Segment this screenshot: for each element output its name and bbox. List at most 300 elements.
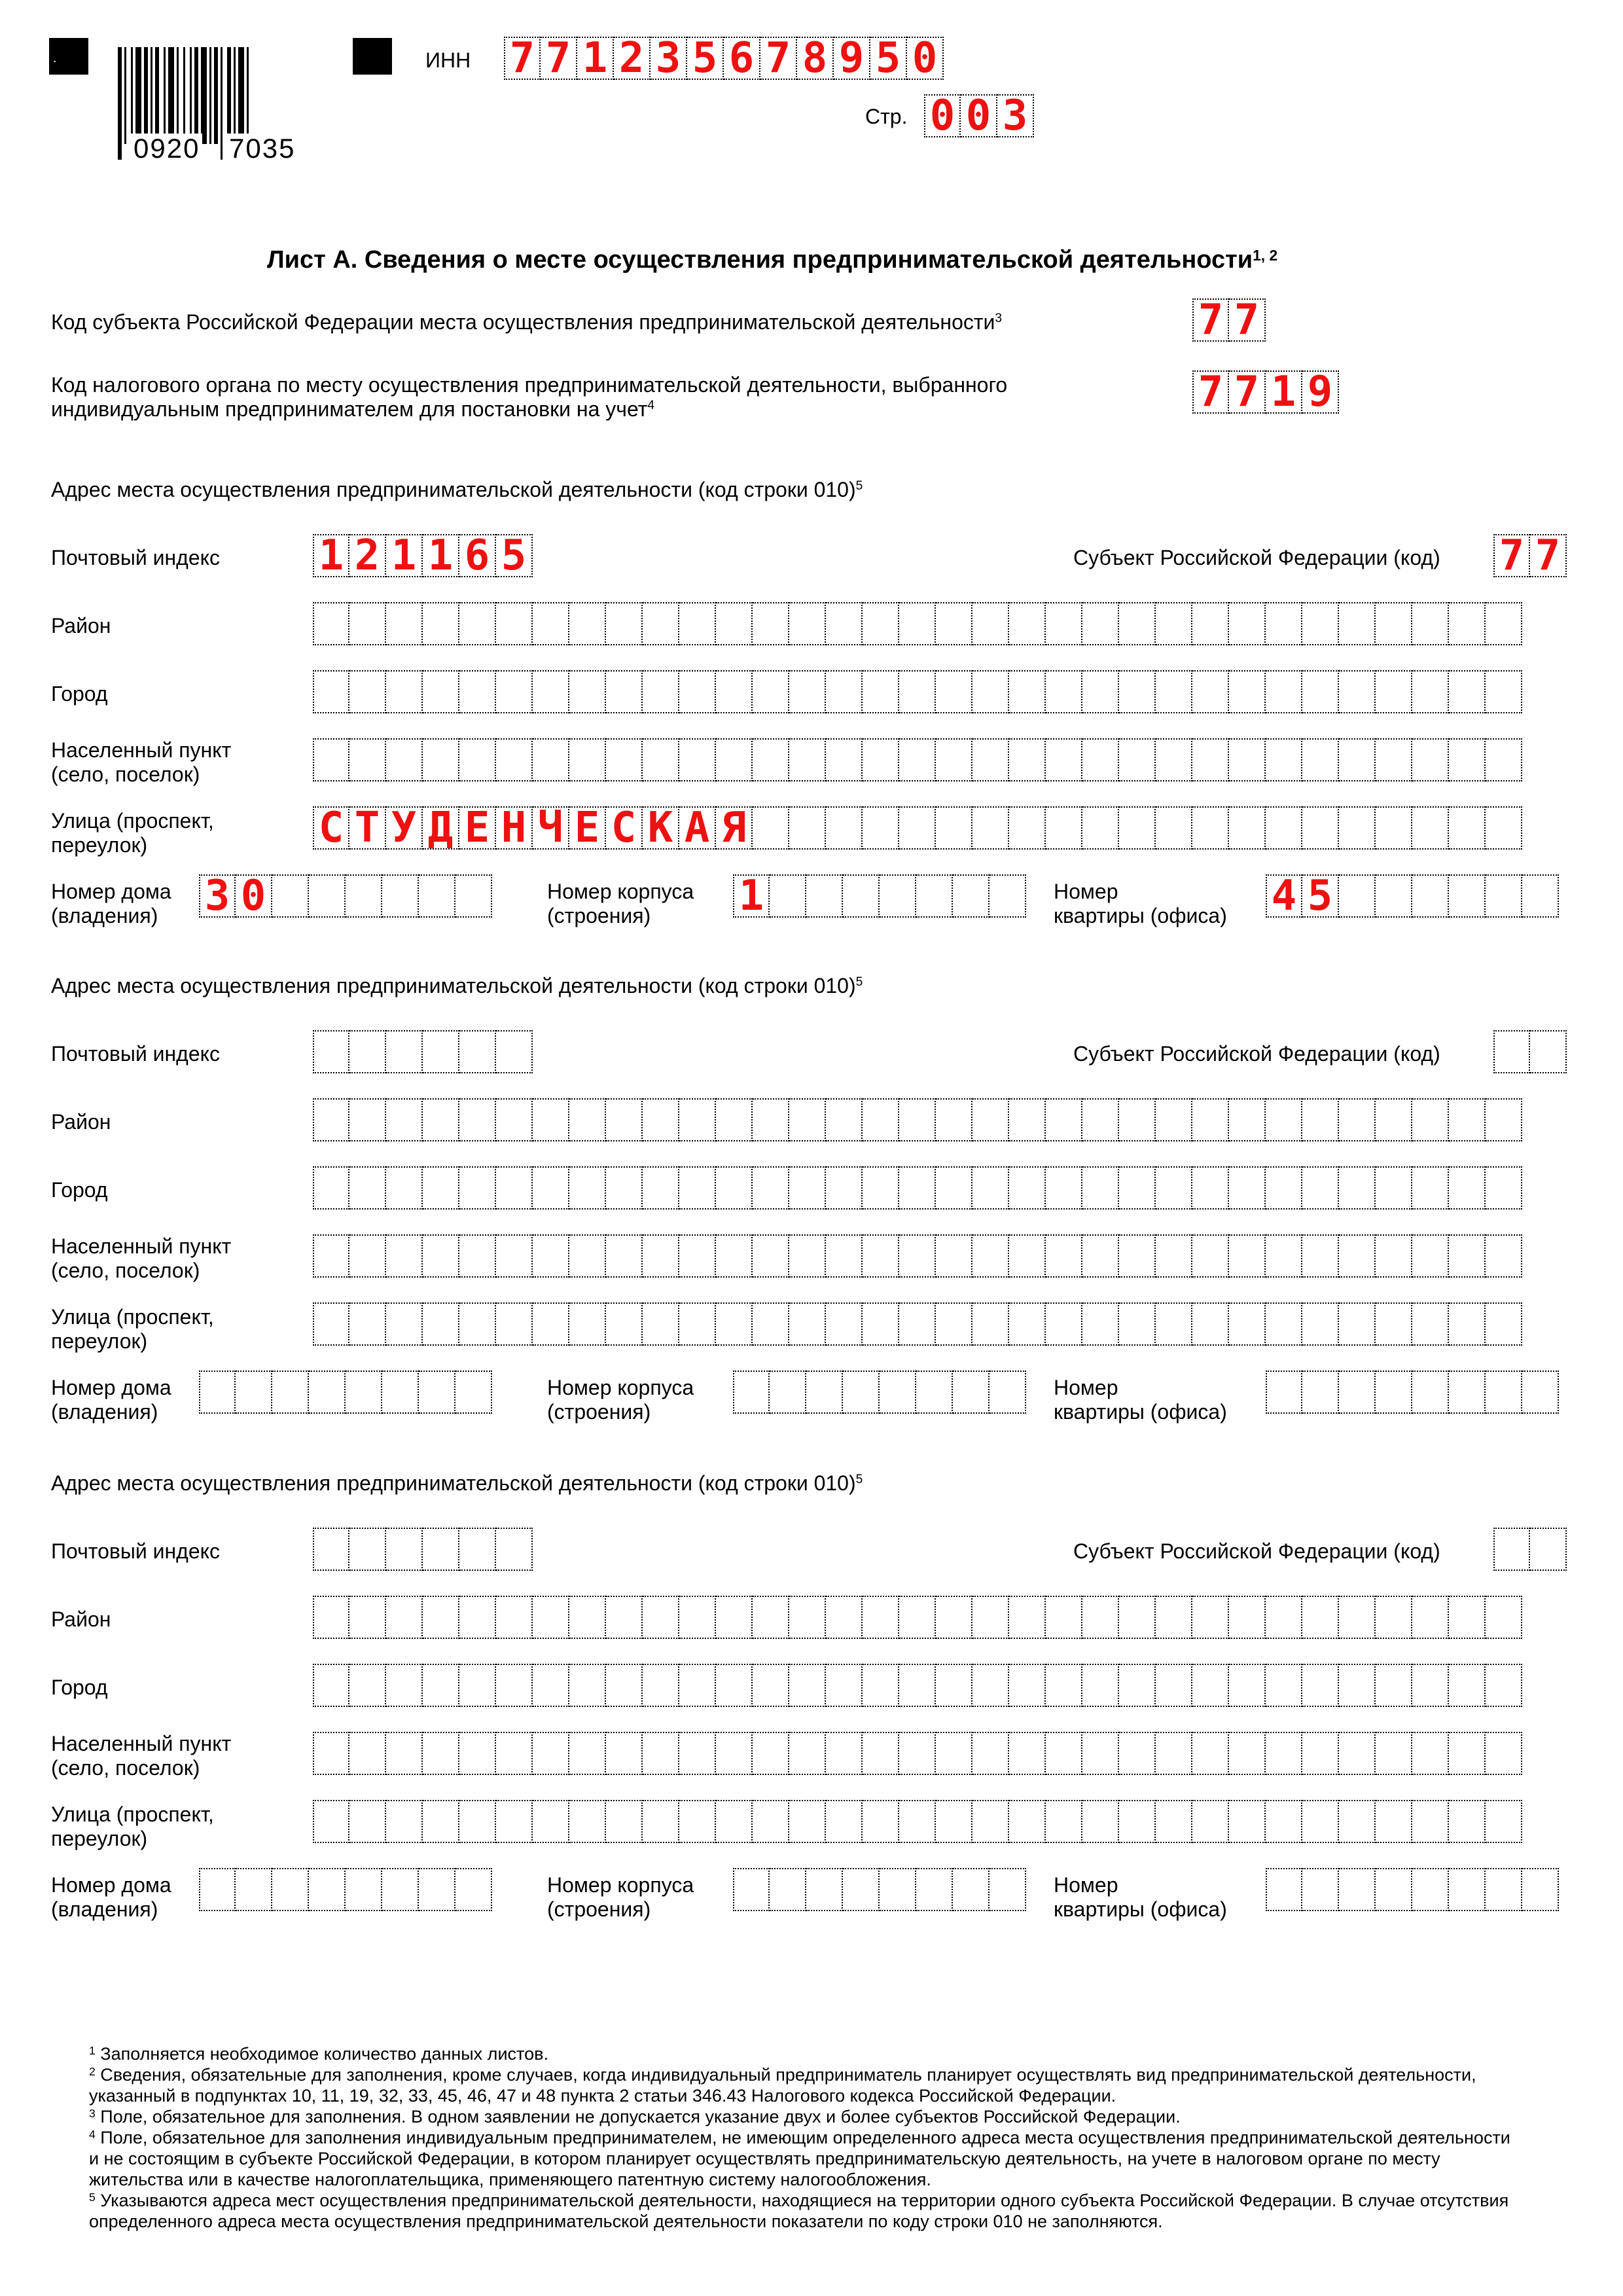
char-cell[interactable]: [1046, 806, 1082, 850]
char-cell[interactable]: [569, 738, 606, 781]
char-cell[interactable]: [349, 1166, 386, 1210]
char-cell[interactable]: [1339, 1302, 1376, 1346]
char-cell[interactable]: [863, 1098, 899, 1141]
char-cell[interactable]: [880, 874, 916, 918]
char-cell[interactable]: [716, 670, 753, 713]
char-cell[interactable]: [349, 1098, 386, 1141]
char-cell[interactable]: [643, 670, 679, 713]
char-cell[interactable]: [1376, 874, 1412, 918]
char-cell[interactable]: [826, 806, 863, 850]
char-cell[interactable]: [1119, 1234, 1156, 1278]
char-cell[interactable]: [1522, 1371, 1559, 1414]
char-cell[interactable]: [936, 1098, 972, 1141]
char-cell[interactable]: [1192, 1800, 1229, 1843]
char-cell[interactable]: Т: [349, 806, 386, 850]
char-cell[interactable]: [1082, 1800, 1119, 1843]
char-cell[interactable]: [423, 670, 459, 713]
char-cell[interactable]: [936, 1732, 972, 1775]
char-cell[interactable]: [1412, 1098, 1449, 1141]
char-cell[interactable]: [643, 1664, 679, 1707]
char-cell[interactable]: [569, 1302, 606, 1346]
char-cell[interactable]: [1449, 1664, 1486, 1707]
char-cell[interactable]: [899, 1302, 936, 1346]
char-cell[interactable]: 6: [724, 37, 760, 80]
char-cell[interactable]: [496, 1732, 533, 1775]
char-cell[interactable]: [972, 1166, 1009, 1210]
char-cell[interactable]: 9: [834, 37, 870, 80]
char-cell[interactable]: [1266, 1664, 1302, 1707]
char-cell[interactable]: [349, 1732, 386, 1775]
char-cell[interactable]: [1266, 1234, 1302, 1278]
char-cell[interactable]: [606, 1800, 643, 1843]
char-cell[interactable]: [1046, 602, 1082, 645]
char-cell[interactable]: [423, 1234, 459, 1278]
char-cell[interactable]: [313, 1732, 349, 1775]
char-cell[interactable]: [349, 1664, 386, 1707]
char-cell[interactable]: [1229, 1098, 1266, 1141]
char-cell[interactable]: [1192, 1732, 1229, 1775]
char-cell[interactable]: [533, 1732, 569, 1775]
char-cell[interactable]: [459, 1030, 496, 1073]
char-cell[interactable]: [313, 738, 349, 781]
postal-code-cells[interactable]: [313, 531, 533, 580]
char-cell[interactable]: 1: [313, 534, 349, 577]
char-cell[interactable]: [1486, 874, 1522, 918]
char-cell[interactable]: [936, 1166, 972, 1210]
char-cell[interactable]: [1229, 1234, 1266, 1278]
char-cell[interactable]: 7: [504, 37, 541, 80]
char-cell[interactable]: [496, 1302, 533, 1346]
char-cell[interactable]: [313, 1596, 349, 1639]
char-cell[interactable]: [1119, 806, 1156, 850]
char-cell[interactable]: [753, 1732, 789, 1775]
char-cell[interactable]: [1412, 602, 1449, 645]
char-cell[interactable]: [1192, 1234, 1229, 1278]
char-cell[interactable]: [643, 602, 679, 645]
char-cell[interactable]: [1192, 1664, 1229, 1707]
char-cell[interactable]: [533, 1664, 569, 1707]
char-cell[interactable]: [349, 1030, 386, 1073]
char-cell[interactable]: [1192, 738, 1229, 781]
char-cell[interactable]: [272, 874, 309, 918]
char-cell[interactable]: [569, 1664, 606, 1707]
char-cell[interactable]: [1266, 1166, 1302, 1210]
char-cell[interactable]: [459, 1732, 496, 1775]
district-cells[interactable]: [313, 1596, 1522, 1639]
char-cell[interactable]: С: [313, 806, 349, 850]
char-cell[interactable]: [1302, 1868, 1339, 1911]
char-cell[interactable]: [423, 1732, 459, 1775]
char-cell[interactable]: [1339, 1732, 1376, 1775]
char-cell[interactable]: [1046, 1664, 1082, 1707]
char-cell[interactable]: [1486, 1098, 1522, 1141]
char-cell[interactable]: [1046, 1800, 1082, 1843]
char-cell[interactable]: [826, 1234, 863, 1278]
char-cell[interactable]: [716, 1098, 753, 1141]
char-cell[interactable]: 1: [423, 534, 459, 577]
char-cell[interactable]: [716, 1166, 753, 1210]
char-cell[interactable]: 5: [1302, 874, 1339, 918]
char-cell[interactable]: [789, 1302, 826, 1346]
char-cell[interactable]: [313, 1302, 349, 1346]
char-cell[interactable]: [1082, 738, 1119, 781]
char-cell[interactable]: [1302, 1098, 1339, 1141]
char-cell[interactable]: [753, 670, 789, 713]
char-cell[interactable]: [496, 1596, 533, 1639]
char-cell[interactable]: [496, 602, 533, 645]
char-cell[interactable]: [936, 1596, 972, 1639]
char-cell[interactable]: [1486, 1302, 1522, 1346]
house-number-cells[interactable]: [199, 1371, 492, 1414]
char-cell[interactable]: [1229, 1664, 1266, 1707]
char-cell[interactable]: [1302, 1371, 1339, 1414]
char-cell[interactable]: [1412, 1302, 1449, 1346]
char-cell[interactable]: [1449, 1868, 1486, 1911]
char-cell[interactable]: [423, 1098, 459, 1141]
char-cell[interactable]: [313, 1098, 349, 1141]
region-code-cells[interactable]: [1192, 298, 1266, 342]
char-cell[interactable]: [916, 874, 953, 918]
char-cell[interactable]: [496, 1234, 533, 1278]
char-cell[interactable]: [423, 1664, 459, 1707]
char-cell[interactable]: [1486, 738, 1522, 781]
char-cell[interactable]: [733, 1371, 770, 1414]
char-cell[interactable]: [1339, 602, 1376, 645]
char-cell[interactable]: [789, 602, 826, 645]
char-cell[interactable]: [1266, 1302, 1302, 1346]
char-cell[interactable]: [386, 1098, 423, 1141]
char-cell[interactable]: [423, 1302, 459, 1346]
char-cell[interactable]: Е: [459, 806, 496, 850]
char-cell[interactable]: [806, 874, 843, 918]
char-cell[interactable]: [313, 1030, 349, 1073]
char-cell[interactable]: [753, 806, 789, 850]
char-cell[interactable]: [679, 1732, 716, 1775]
char-cell[interactable]: [1376, 1868, 1412, 1911]
char-cell[interactable]: [789, 1664, 826, 1707]
char-cell[interactable]: У: [386, 806, 423, 850]
char-cell[interactable]: [1156, 1302, 1192, 1346]
char-cell[interactable]: [386, 670, 423, 713]
char-cell[interactable]: [236, 1868, 272, 1911]
char-cell[interactable]: [533, 1166, 569, 1210]
char-cell[interactable]: [606, 1732, 643, 1775]
char-cell[interactable]: [679, 1166, 716, 1210]
char-cell[interactable]: [643, 1234, 679, 1278]
char-cell[interactable]: [1302, 1800, 1339, 1843]
char-cell[interactable]: [972, 738, 1009, 781]
char-cell[interactable]: А: [679, 806, 716, 850]
char-cell[interactable]: [753, 1098, 789, 1141]
char-cell[interactable]: [1192, 806, 1229, 850]
char-cell[interactable]: [533, 738, 569, 781]
char-cell[interactable]: [1046, 1302, 1082, 1346]
char-cell[interactable]: [459, 1234, 496, 1278]
char-cell[interactable]: [1156, 1664, 1192, 1707]
char-cell[interactable]: [1376, 1596, 1412, 1639]
char-cell[interactable]: [386, 1234, 423, 1278]
char-cell[interactable]: [1339, 1664, 1376, 1707]
postal-code-cells[interactable]: [313, 1528, 533, 1571]
char-cell[interactable]: [533, 1234, 569, 1278]
char-cell[interactable]: 3: [997, 94, 1034, 137]
char-cell[interactable]: [1339, 1371, 1376, 1414]
char-cell[interactable]: [1192, 602, 1229, 645]
char-cell[interactable]: [1119, 1098, 1156, 1141]
char-cell[interactable]: [1082, 1596, 1119, 1639]
char-cell[interactable]: [899, 738, 936, 781]
char-cell[interactable]: [1449, 738, 1486, 781]
char-cell[interactable]: [313, 1528, 349, 1571]
char-cell[interactable]: [1376, 806, 1412, 850]
char-cell[interactable]: [863, 602, 899, 645]
char-cell[interactable]: [1412, 806, 1449, 850]
char-cell[interactable]: [533, 1302, 569, 1346]
char-cell[interactable]: [1229, 738, 1266, 781]
char-cell[interactable]: [1486, 602, 1522, 645]
char-cell[interactable]: Е: [569, 806, 606, 850]
char-cell[interactable]: [606, 670, 643, 713]
char-cell[interactable]: [1412, 1166, 1449, 1210]
char-cell[interactable]: [606, 1664, 643, 1707]
char-cell[interactable]: [679, 602, 716, 645]
char-cell[interactable]: [826, 1800, 863, 1843]
char-cell[interactable]: [1156, 602, 1192, 645]
char-cell[interactable]: [349, 1302, 386, 1346]
char-cell[interactable]: [789, 670, 826, 713]
char-cell[interactable]: [643, 1732, 679, 1775]
char-cell[interactable]: [1302, 1302, 1339, 1346]
char-cell[interactable]: [753, 1596, 789, 1639]
char-cell[interactable]: [899, 670, 936, 713]
char-cell[interactable]: [1082, 1302, 1119, 1346]
char-cell[interactable]: [1412, 1596, 1449, 1639]
char-cell[interactable]: [789, 1098, 826, 1141]
char-cell[interactable]: [1119, 1596, 1156, 1639]
char-cell[interactable]: 7: [1192, 298, 1229, 342]
char-cell[interactable]: [770, 1371, 806, 1414]
char-cell[interactable]: [1192, 1166, 1229, 1210]
char-cell[interactable]: [1302, 1596, 1339, 1639]
char-cell[interactable]: [606, 738, 643, 781]
locality-cells[interactable]: [313, 738, 1522, 781]
char-cell[interactable]: [1339, 670, 1376, 713]
char-cell[interactable]: [236, 1371, 272, 1414]
char-cell[interactable]: [753, 1166, 789, 1210]
char-cell[interactable]: [386, 1596, 423, 1639]
char-cell[interactable]: [309, 874, 346, 918]
char-cell[interactable]: [1530, 1528, 1567, 1571]
char-cell[interactable]: [1486, 1732, 1522, 1775]
char-cell[interactable]: [459, 670, 496, 713]
char-cell[interactable]: [972, 1732, 1009, 1775]
char-cell[interactable]: [569, 602, 606, 645]
char-cell[interactable]: [419, 1868, 455, 1911]
char-cell[interactable]: [753, 1234, 789, 1278]
char-cell[interactable]: [606, 1234, 643, 1278]
char-cell[interactable]: [1266, 1098, 1302, 1141]
char-cell[interactable]: [789, 738, 826, 781]
char-cell[interactable]: [1046, 1166, 1082, 1210]
char-cell[interactable]: [643, 1596, 679, 1639]
char-cell[interactable]: [899, 1664, 936, 1707]
char-cell[interactable]: 1: [733, 874, 770, 918]
char-cell[interactable]: [972, 1596, 1009, 1639]
char-cell[interactable]: [496, 1098, 533, 1141]
district-cells[interactable]: [313, 1098, 1522, 1141]
char-cell[interactable]: [936, 1302, 972, 1346]
char-cell[interactable]: [972, 1664, 1009, 1707]
char-cell[interactable]: [1302, 1664, 1339, 1707]
char-cell[interactable]: [936, 670, 972, 713]
char-cell[interactable]: [972, 1098, 1009, 1141]
char-cell[interactable]: [455, 1371, 492, 1414]
char-cell[interactable]: [349, 1234, 386, 1278]
char-cell[interactable]: [826, 1098, 863, 1141]
char-cell[interactable]: [1046, 1098, 1082, 1141]
apartment-number-cells[interactable]: [1266, 874, 1559, 918]
char-cell[interactable]: [1082, 670, 1119, 713]
char-cell[interactable]: [826, 670, 863, 713]
char-cell[interactable]: [789, 1166, 826, 1210]
char-cell[interactable]: [1449, 1800, 1486, 1843]
char-cell[interactable]: [826, 1664, 863, 1707]
char-cell[interactable]: [386, 1800, 423, 1843]
char-cell[interactable]: 7: [1229, 298, 1266, 342]
char-cell[interactable]: [1046, 1596, 1082, 1639]
district-cells[interactable]: [313, 602, 1522, 645]
char-cell[interactable]: [936, 1800, 972, 1843]
char-cell[interactable]: [953, 1371, 990, 1414]
char-cell[interactable]: [569, 1098, 606, 1141]
char-cell[interactable]: [643, 738, 679, 781]
char-cell[interactable]: [199, 1868, 236, 1911]
char-cell[interactable]: [349, 1800, 386, 1843]
char-cell[interactable]: [789, 1596, 826, 1639]
char-cell[interactable]: 2: [349, 534, 386, 577]
char-cell[interactable]: [455, 1868, 492, 1911]
char-cell[interactable]: [843, 1868, 880, 1911]
char-cell[interactable]: [1119, 602, 1156, 645]
char-cell[interactable]: [1449, 602, 1486, 645]
char-cell[interactable]: [1339, 1234, 1376, 1278]
char-cell[interactable]: [1493, 1528, 1530, 1571]
char-cell[interactable]: [533, 670, 569, 713]
char-cell[interactable]: [459, 738, 496, 781]
char-cell[interactable]: [1046, 738, 1082, 781]
street-cells[interactable]: [313, 1302, 1522, 1346]
char-cell[interactable]: [826, 1302, 863, 1346]
char-cell[interactable]: [1229, 670, 1266, 713]
char-cell[interactable]: [349, 1596, 386, 1639]
char-cell[interactable]: 1: [1266, 370, 1302, 414]
char-cell[interactable]: [843, 1371, 880, 1414]
char-cell[interactable]: [716, 738, 753, 781]
char-cell[interactable]: [1376, 602, 1412, 645]
char-cell[interactable]: 2: [614, 37, 651, 80]
char-cell[interactable]: [1449, 874, 1486, 918]
char-cell[interactable]: [459, 1528, 496, 1571]
char-cell[interactable]: [863, 1166, 899, 1210]
char-cell[interactable]: [972, 602, 1009, 645]
char-cell[interactable]: [826, 1732, 863, 1775]
char-cell[interactable]: 0: [924, 94, 961, 137]
char-cell[interactable]: [1412, 1732, 1449, 1775]
char-cell[interactable]: [1486, 1868, 1522, 1911]
char-cell[interactable]: [199, 1371, 236, 1414]
char-cell[interactable]: [1266, 1732, 1302, 1775]
char-cell[interactable]: [1229, 1800, 1266, 1843]
postal-code-cells[interactable]: [313, 1030, 533, 1073]
char-cell[interactable]: 5: [496, 534, 533, 577]
char-cell[interactable]: [843, 874, 880, 918]
char-cell[interactable]: [899, 602, 936, 645]
char-cell[interactable]: [1009, 670, 1046, 713]
char-cell[interactable]: [1302, 670, 1339, 713]
char-cell[interactable]: [1339, 1868, 1376, 1911]
char-cell[interactable]: [1376, 1166, 1412, 1210]
char-cell[interactable]: [826, 1166, 863, 1210]
char-cell[interactable]: [863, 1800, 899, 1843]
char-cell[interactable]: [349, 602, 386, 645]
char-cell[interactable]: [753, 1664, 789, 1707]
char-cell[interactable]: [1119, 738, 1156, 781]
char-cell[interactable]: [826, 738, 863, 781]
char-cell[interactable]: [1266, 1371, 1302, 1414]
char-cell[interactable]: 7: [1530, 534, 1567, 577]
char-cell[interactable]: [346, 1371, 382, 1414]
street-cells[interactable]: [313, 806, 1522, 850]
char-cell[interactable]: 0: [236, 874, 272, 918]
char-cell[interactable]: [1009, 1166, 1046, 1210]
char-cell[interactable]: [643, 1166, 679, 1210]
inn-cells[interactable]: [504, 34, 944, 82]
char-cell[interactable]: [1412, 670, 1449, 713]
char-cell[interactable]: [643, 1098, 679, 1141]
char-cell[interactable]: [753, 602, 789, 645]
char-cell[interactable]: 1: [577, 37, 614, 80]
char-cell[interactable]: [313, 1664, 349, 1707]
char-cell[interactable]: [496, 1528, 533, 1571]
char-cell[interactable]: [1266, 602, 1302, 645]
char-cell[interactable]: [423, 1528, 459, 1571]
char-cell[interactable]: 7: [1192, 370, 1229, 414]
char-cell[interactable]: 0: [907, 37, 944, 80]
char-cell[interactable]: [1009, 1596, 1046, 1639]
char-cell[interactable]: [1412, 1371, 1449, 1414]
char-cell[interactable]: 7: [1493, 534, 1530, 577]
locality-cells[interactable]: [313, 1234, 1522, 1278]
char-cell[interactable]: [1009, 806, 1046, 850]
char-cell[interactable]: [770, 874, 806, 918]
char-cell[interactable]: [386, 738, 423, 781]
char-cell[interactable]: [386, 1528, 423, 1571]
char-cell[interactable]: [1486, 1234, 1522, 1278]
char-cell[interactable]: [386, 1302, 423, 1346]
char-cell[interactable]: [1449, 1371, 1486, 1414]
char-cell[interactable]: [1376, 1302, 1412, 1346]
char-cell[interactable]: [606, 1302, 643, 1346]
char-cell[interactable]: [716, 1234, 753, 1278]
char-cell[interactable]: [1412, 874, 1449, 918]
char-cell[interactable]: [880, 1371, 916, 1414]
char-cell[interactable]: [972, 670, 1009, 713]
char-cell[interactable]: [313, 1234, 349, 1278]
char-cell[interactable]: [313, 602, 349, 645]
char-cell[interactable]: [1522, 1868, 1559, 1911]
char-cell[interactable]: [533, 1098, 569, 1141]
char-cell[interactable]: 3: [199, 874, 236, 918]
